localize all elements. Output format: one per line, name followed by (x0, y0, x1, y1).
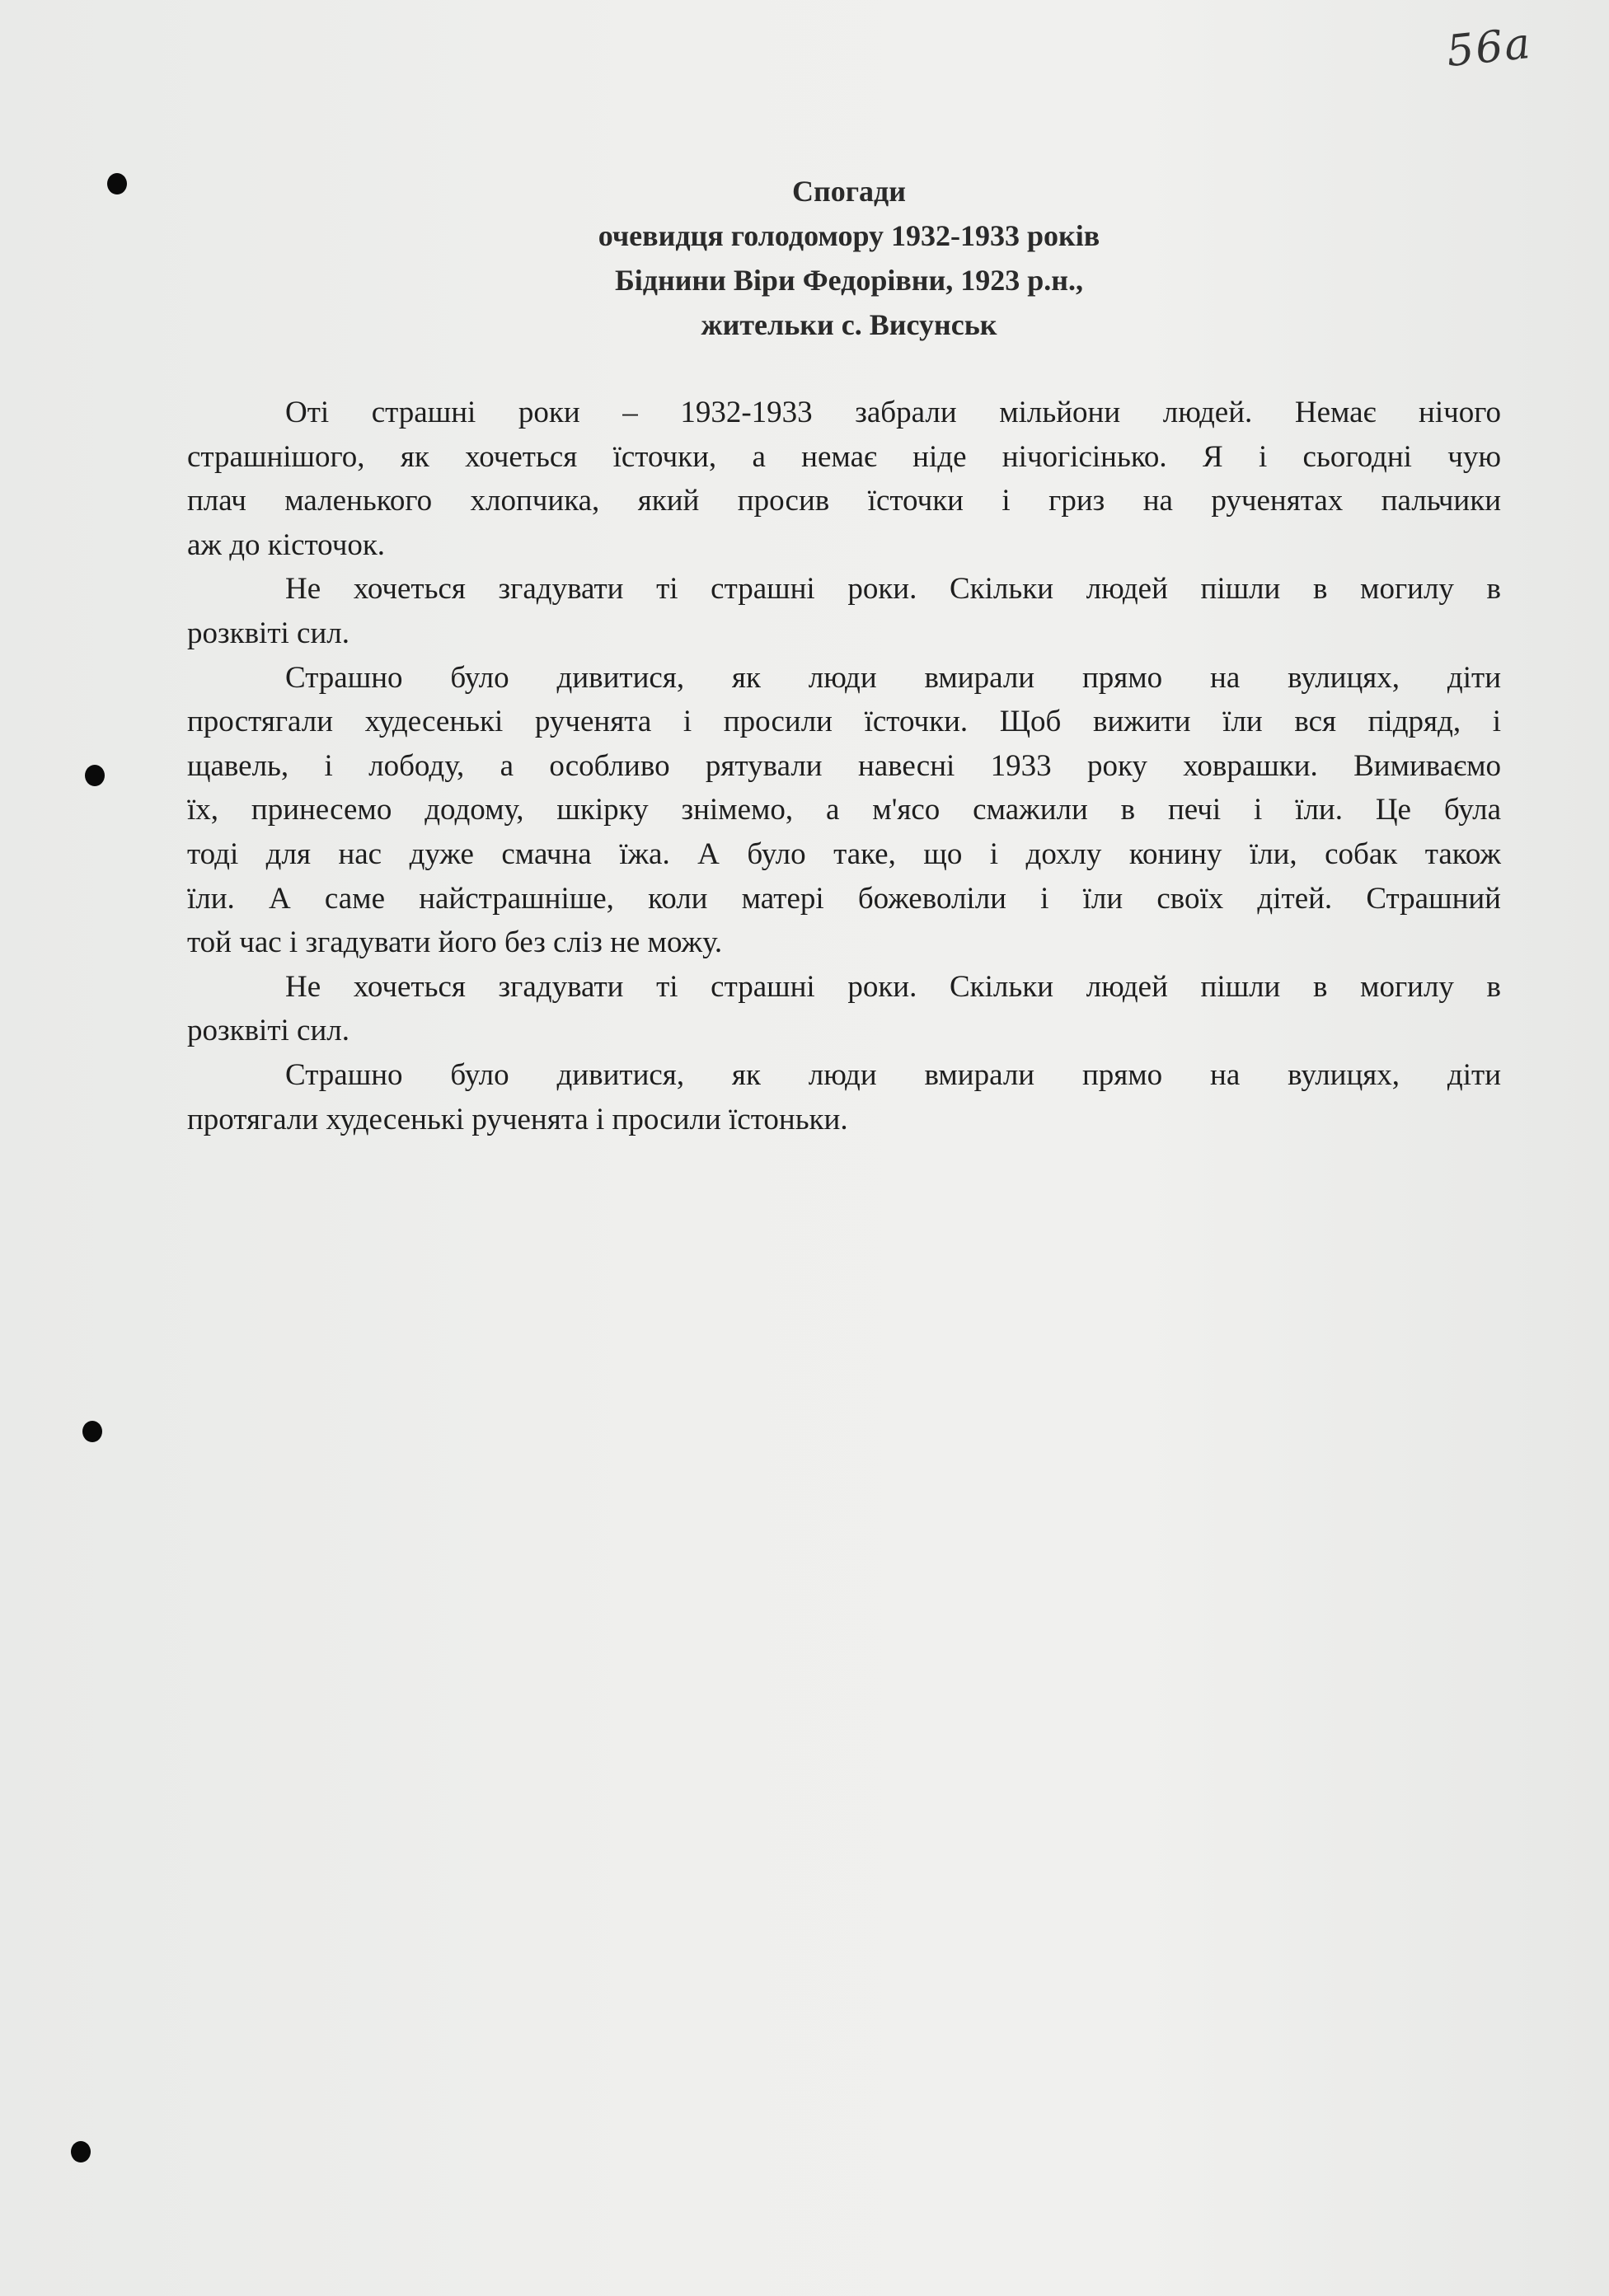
title-line: Біднини Віри Федорівни, 1923 р.н., (614, 264, 1084, 297)
paragraph (187, 567, 1501, 655)
paragraph-line: страшнішого, як хочеться їсточки, а немає ніде нічогісінько. Я і сьогодні чую (187, 439, 1501, 474)
paragraph-line: їх, принесемо додому, шкірку знімемо, а м'ясо смажили в печі і їли. Це була (187, 793, 1501, 827)
paragraph (187, 1053, 1501, 1141)
paragraph (187, 391, 1501, 567)
punch-hole-icon (71, 2141, 91, 2162)
paragraph-line: Не хочеться згадувати ті страшні роки. Скільки людей пішли в могилу в (285, 969, 1501, 1004)
paragraph-line: простягали худесенькі рученята і просили їсточки. Щоб вижити їли вся підряд, і (187, 705, 1501, 739)
title-line: жительки с. Висунськ (701, 308, 997, 341)
paragraph (187, 965, 1501, 1053)
document-body (187, 391, 1501, 1141)
paragraph (187, 656, 1501, 965)
paragraph-line: аж до кісточок. (187, 527, 386, 562)
title-line: Спогади (791, 175, 907, 208)
paragraph-line: Страшно було дивитися, як люди вмирали прямо на вулицях, діти (285, 1057, 1501, 1092)
paragraph-line: протягали худесенькі рученята і просили їстоньки. (187, 1102, 848, 1136)
paragraph-line: щавель, і лободу, а особливо рятували навесні 1933 року ховрашки. Вимиваємо (187, 748, 1501, 783)
paragraph-line: розквіті сил. (187, 1014, 349, 1048)
title-line: очевидця голодомору 1932-1933 років (598, 219, 1100, 252)
paragraph-line: плач маленького хлопчика, який просив їсточки і гриз на рученятах пальчики (187, 484, 1501, 518)
paragraph-line: Не хочеться згадувати ті страшні роки. Скільки людей пішли в могилу в (285, 572, 1501, 607)
paragraph-line: тоді для нас дуже смачна їжа. А було таке, що і дохлу конину їли, собак також (187, 836, 1501, 871)
document-title (0, 169, 1609, 347)
paragraph-line: Страшно було дивитися, як люди вмирали прямо на вулицях, діти (285, 660, 1501, 695)
handwritten-folio-number: 56а (1444, 18, 1535, 77)
paragraph-line: Оті страшні роки – 1932-1933 забрали мільйони людей. Немає нічого (285, 396, 1501, 429)
paragraph-line: той час і згадувати його без сліз не можу. (187, 925, 723, 960)
punch-hole-icon (85, 765, 105, 786)
paragraph-line: їли. А саме найстрашніше, коли матері божеволіли і їли своїх дітей. Страшний (187, 881, 1501, 916)
paragraph-line: розквіті сил. (187, 616, 349, 650)
punch-hole-icon (82, 1421, 102, 1442)
